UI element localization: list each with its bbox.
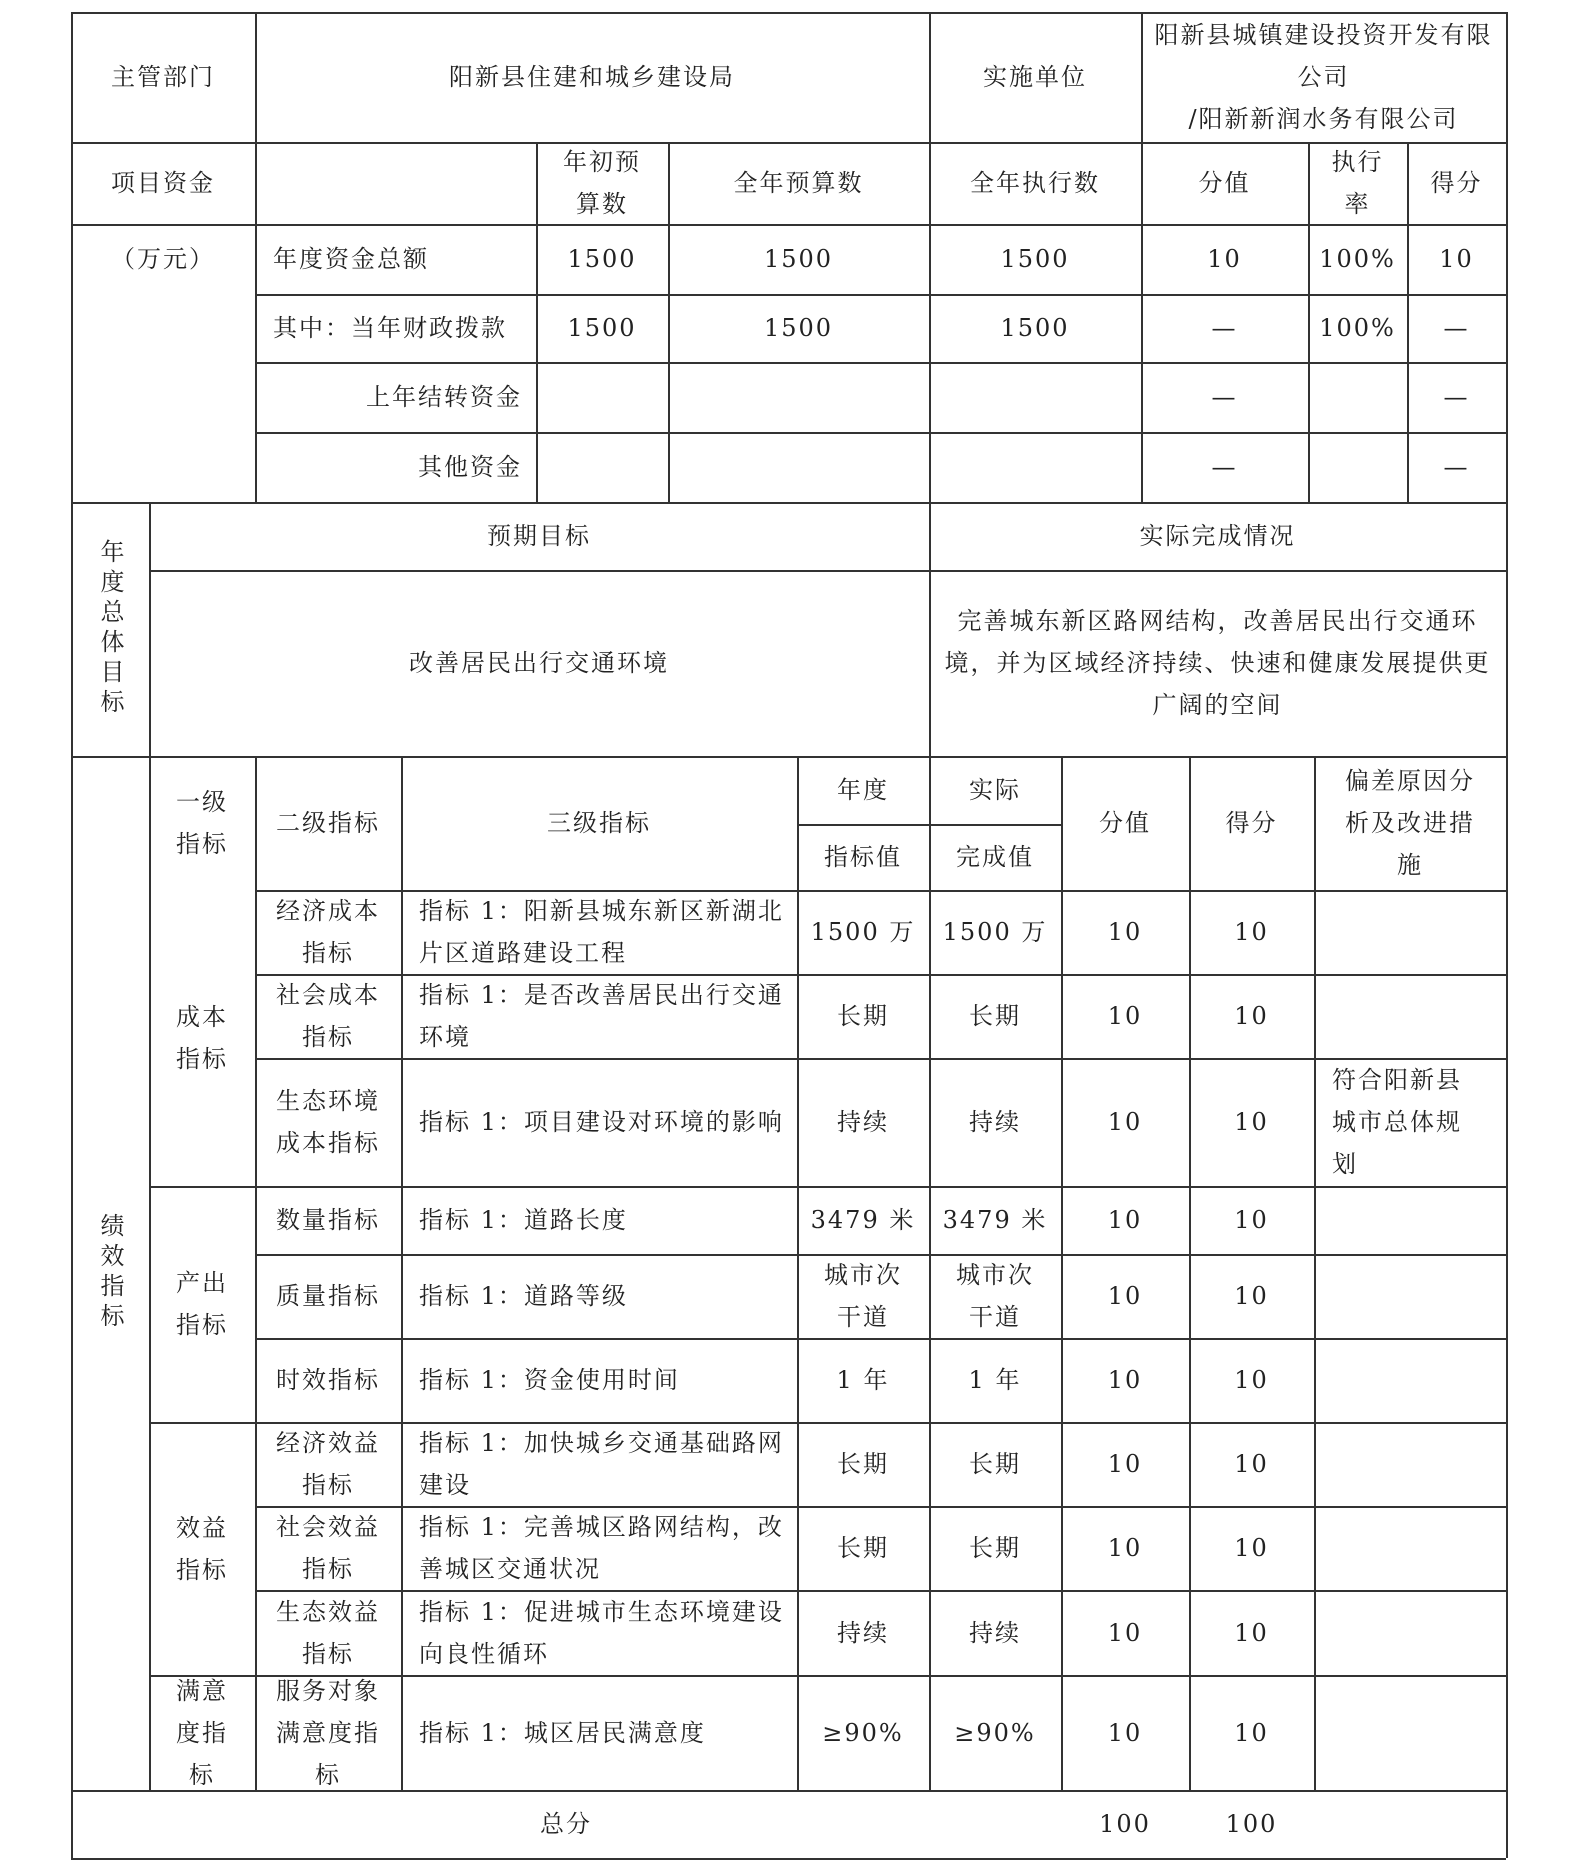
reason-value (1314, 974, 1506, 1058)
level3-name: 指标 1：道路等级 (419, 1282, 628, 1310)
score-value: 10 (1234, 1206, 1269, 1234)
actual-value: 1 年 (968, 1366, 1022, 1394)
dept-label: 主管部门 (111, 63, 215, 91)
level1-name: 产出 指标 (176, 1269, 228, 1339)
actual-value: 长期 (969, 1002, 1021, 1030)
funds-unit: （万元） (111, 245, 215, 273)
performance-evaluation-table (71, 12, 1506, 1858)
score-value: 10 (1234, 918, 1269, 946)
level3-name: 指标 1：加快城乡交通基础路网建设 (419, 1429, 784, 1499)
fund-initial: 1500 (567, 245, 637, 273)
fund-initial (536, 362, 668, 432)
actual-value: 持续 (969, 1618, 1021, 1647)
level2-name: 生态效益 指标 (276, 1597, 380, 1668)
target-value: ≥90% (822, 1718, 904, 1747)
fund-score: — (1443, 314, 1470, 342)
level2-name: 服务对象 满意度指 标 (276, 1676, 380, 1789)
reason-value (1314, 1422, 1506, 1506)
level3-name: 指标 1：城区居民满意度 (419, 1718, 706, 1747)
weight-value: 10 (1107, 1534, 1143, 1562)
col-exec-rate: 执行 率 (1331, 148, 1384, 218)
goals-label: 年度总体目标 (96, 539, 124, 719)
weight-value: 10 (1107, 1282, 1143, 1310)
fund-exec (929, 362, 1141, 432)
target-value: 长期 (837, 1450, 889, 1478)
level1-name: 满意 度指 标 (176, 1676, 228, 1789)
hdr-score: 得分 (1225, 809, 1278, 837)
score-value: 10 (1234, 1282, 1269, 1310)
level2-name: 数量指标 (276, 1206, 380, 1234)
fund-rate (1308, 432, 1407, 502)
target-value: 持续 (837, 1108, 889, 1136)
funds-label: 项目资金 (111, 169, 215, 197)
actual-value: ≥90% (954, 1718, 1036, 1747)
reason-value (1314, 1506, 1506, 1590)
hdr-level3: 三级指标 (547, 809, 651, 837)
reason-value (1314, 1254, 1506, 1338)
fund-full: 1500 (763, 314, 834, 342)
level2-name: 经济成本 指标 (276, 897, 380, 967)
perf-label: 绩效指标 (96, 1213, 124, 1333)
score-value: 10 (1234, 1108, 1269, 1136)
target-value: 1500 万 (810, 918, 916, 946)
level1-name: 效益 指标 (176, 1513, 228, 1584)
score-value: 10 (1234, 1618, 1269, 1647)
fund-exec: 1500 (1000, 245, 1070, 273)
target-value: 1 年 (836, 1366, 890, 1394)
hdr-level1: 一级 指标 (176, 788, 228, 858)
level3-name: 指标 1：道路长度 (419, 1206, 628, 1234)
reason-value (1314, 1186, 1506, 1254)
fund-initial: 1500 (567, 314, 637, 342)
weight-value: 10 (1107, 918, 1143, 946)
fund-row-name: 上年结转资金 (366, 383, 522, 411)
level3-name: 指标 1：项目建设对环境的影响 (419, 1108, 784, 1136)
level2-name: 经济效益 指标 (276, 1429, 380, 1499)
goals-actual: 完善城东新区路网结构，改善居民出行交通环境，并为区域经济持续、快速和健康发展提供更广阔的空间 (944, 607, 1491, 719)
target-value: 持续 (837, 1618, 889, 1647)
actual-value: 1500 万 (942, 918, 1048, 946)
weight-value: 10 (1107, 1108, 1143, 1136)
level3-name: 指标 1：完善城区路网结构，改善城区交通状况 (419, 1513, 784, 1583)
total-label: 总分 (540, 1810, 592, 1838)
fund-weight: — (1211, 383, 1238, 411)
hdr-weight: 分值 (1099, 809, 1151, 837)
fund-score: — (1443, 453, 1470, 481)
actual-value: 持续 (969, 1108, 1021, 1136)
total-weight: 100 (1099, 1810, 1151, 1838)
weight-value: 10 (1107, 1618, 1143, 1647)
level3-name: 指标 1：资金使用时间 (419, 1366, 680, 1394)
hdr-level2: 二级指标 (276, 809, 380, 837)
level2-name: 质量指标 (276, 1282, 380, 1310)
score-value: 10 (1234, 1002, 1269, 1030)
weight-value: 10 (1107, 1002, 1143, 1030)
fund-full (668, 432, 929, 502)
hdr-target-bottom: 指标值 (824, 843, 902, 871)
weight-value: 10 (1107, 1206, 1143, 1234)
level3-name: 指标 1：阳新县城东新区新湖北片区道路建设工程 (419, 897, 784, 967)
total-score: 100 (1225, 1810, 1278, 1838)
weight-value: 10 (1107, 1718, 1143, 1747)
fund-weight: — (1211, 314, 1238, 342)
reason-value (1314, 1338, 1506, 1422)
target-value: 长期 (837, 1534, 889, 1562)
reason-value (1314, 1590, 1506, 1675)
impl-label: 实施单位 (983, 63, 1087, 91)
dept-value: 阳新县住建和城乡建设局 (449, 63, 735, 91)
table-rule (71, 1858, 1506, 1860)
level1-name: 成本 指标 (176, 1003, 228, 1073)
hdr-actual-bottom: 完成值 (956, 843, 1034, 871)
level2-name: 时效指标 (276, 1366, 380, 1394)
fund-rate: 100% (1319, 314, 1396, 342)
actual-value: 长期 (969, 1450, 1021, 1478)
reason-value (1314, 1675, 1506, 1790)
level2-name: 生态环境 成本指标 (276, 1087, 380, 1157)
score-value: 10 (1234, 1366, 1269, 1394)
fund-rate (1308, 362, 1407, 432)
fund-score: 10 (1439, 245, 1474, 273)
actual-value: 长期 (969, 1534, 1021, 1562)
fund-weight: 10 (1207, 245, 1242, 273)
weight-value: 10 (1107, 1366, 1143, 1394)
reason-value: 符合阳新县城市总体规划 (1332, 1066, 1462, 1178)
fund-row-name: 年度资金总额 (273, 245, 429, 273)
target-value: 3479 米 (810, 1206, 916, 1234)
score-value: 10 (1234, 1718, 1269, 1747)
col-score: 得分 (1430, 169, 1483, 197)
level2-name: 社会效益 指标 (276, 1513, 380, 1583)
score-value: 10 (1234, 1450, 1269, 1478)
level3-name: 指标 1：是否改善居民出行交通环境 (419, 981, 784, 1051)
weight-value: 10 (1107, 1450, 1143, 1478)
fund-weight: — (1211, 453, 1238, 481)
col-full-budget: 全年预算数 (733, 169, 864, 197)
hdr-target-top: 年度 (837, 776, 889, 804)
fund-row-name: 其他资金 (418, 453, 522, 481)
hdr-reason: 偏差原因分 析及改进措 施 (1345, 767, 1475, 879)
col-execution: 全年执行数 (970, 169, 1100, 197)
col-initial-budget: 年初预 算数 (563, 148, 641, 218)
fund-row-name: 其中：当年财政拨款 (273, 314, 507, 342)
goals-actual-header: 实际完成情况 (1139, 522, 1296, 550)
target-value: 城市次 干道 (824, 1261, 902, 1331)
fund-score: — (1443, 383, 1470, 411)
fund-full (668, 362, 929, 432)
fund-initial (536, 432, 668, 502)
level2-name: 社会成本 指标 (276, 981, 380, 1051)
fund-exec (929, 432, 1141, 502)
table-rule (1506, 12, 1508, 1858)
reason-value (1314, 890, 1506, 974)
level3-name: 指标 1：促进城市生态环境建设向良性循环 (419, 1597, 784, 1668)
fund-full: 1500 (763, 245, 834, 273)
col-weight: 分值 (1198, 169, 1251, 197)
actual-value: 3479 米 (942, 1206, 1048, 1234)
goals-expected-header: 预期目标 (487, 522, 591, 550)
actual-value: 城市次 干道 (956, 1261, 1034, 1331)
fund-exec: 1500 (1000, 314, 1070, 342)
impl-value: 阳新县城镇建设投资开发有限公司 /阳新新润水务有限公司 (1154, 21, 1493, 133)
target-value: 长期 (837, 1002, 889, 1030)
goals-expected: 改善居民出行交通环境 (409, 649, 669, 677)
hdr-actual-top: 实际 (969, 776, 1021, 804)
fund-rate: 100% (1319, 245, 1396, 273)
score-value: 10 (1234, 1534, 1269, 1562)
